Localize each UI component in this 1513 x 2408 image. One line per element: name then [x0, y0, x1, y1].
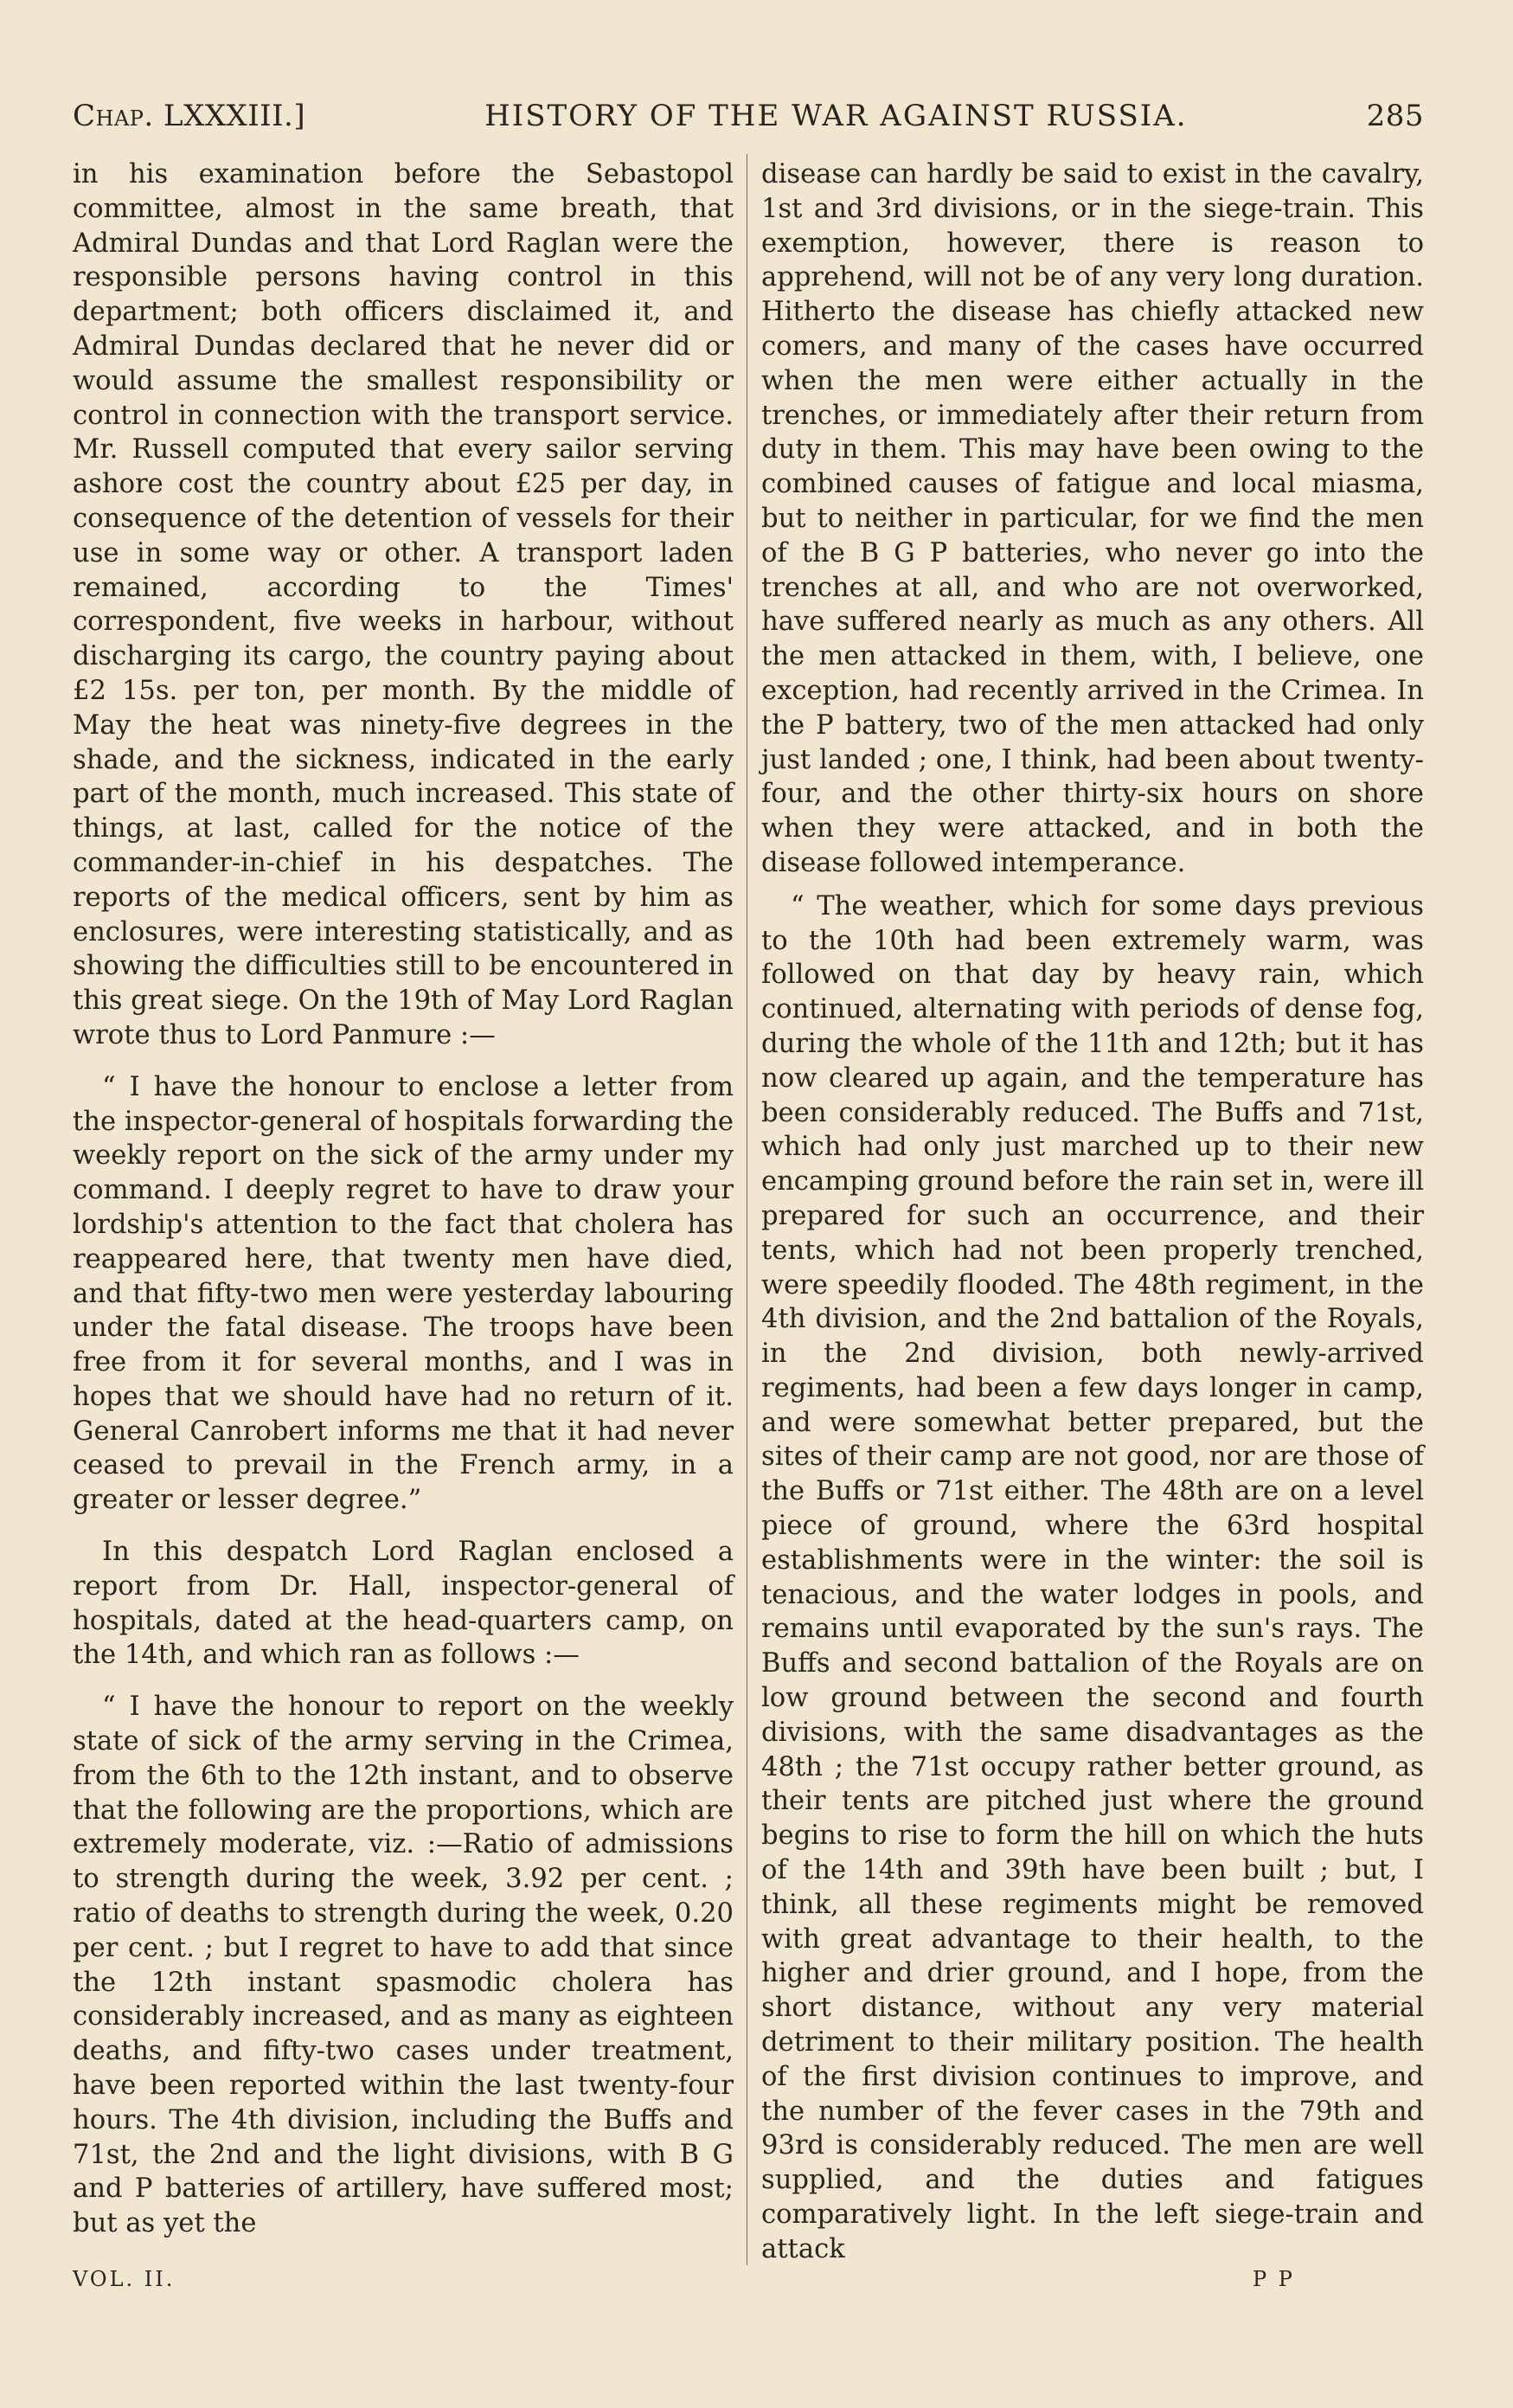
chapter-label: Chap. LXXXIII.]: [73, 99, 306, 133]
quoted-report: “ I have the honour to report on the weekly state of sick of the army serving in the Crimea, from the 6th to the 12th instant, and to observe that the following are the proportions, which are extremely moderate, viz. :—Ratio of admissions to strength during the week, 3.92 per cent. ; ratio of deaths to strength during the week, 0.20 per cent. ; but I regret to have to add that since the 12th instant spasmodic cholera has considerably increased, and as many as eighteen deaths, and fifty-two cases under treatment, have been reported within the last twenty-four hours. The 4th division, including the Buffs and 71st, the 2nd and the light divisions, with B G and P batteries of artillery, have suffered most; but as yet the: [73, 1692, 734, 2239]
left-column: [73, 157, 734, 2241]
volume-label: VOL. II.: [73, 2267, 176, 2291]
right-column: [761, 157, 1424, 2267]
paragraph: disease can hardly be said to exist in the cavalry, 1st and 3rd divisions, or in the siege-train. This exemption, however, there is reason to apprehend, will not be of any very long duration. Hitherto the disease has chiefly attacked new comers, and many of the cases have occurred when the men were either actually in the trenches, or immediately after their return from duty in them. This may have been owing to the combined causes of fatigue and local miasma, but to neither in particular, for we find the men of the B G P batteries, who never go into the trenches at all, and who are not overworked, have suffered nearly as much as any others. All the men attacked in them, with, I believe, one exception, had recently arrived in the Crimea. In the P battery, two of the men attacked had only just landed ; one, I think, had been about twenty-four, and the other thirty-six hours on shore when they were attacked, and in both the disease followed intemperance.: [761, 159, 1424, 878]
signature-mark: P P: [1253, 2267, 1295, 2291]
quoted-report: “ The weather, which for some days previous to the 10th had been extremely warm, was followed on that day by heavy rain, which continued, alternating with periods of dense fog, during the whole of the 11th and 12th; but it has now cleared up again, and the temperature has been considerably reduced. The Buffs and 71st, which had only just marched up to their new encamping ground before the rain set in, were ill prepared for such an occurrence, and their tents, which had not been properly trenched, were speedily flooded. The 48th regiment, in the 4th division, and the 2nd battalion of the Royals, in the 2nd division, both newly-arrived regiments, had been a few days longer in camp, and were somewhat better prepared, but the sites of their camp are not good, nor are those of the Buffs or 71st either. The 48th are on a level piece of ground, where the 63rd hospital establishments were in the winter: the soil is tenacious, and the water lodges in pools, and remains until evaporated by the sun's rays. The Buffs and second battalion of the Royals are on low ground between the second and fourth divisions, with the same disadvantages as the 48th ; the 71st occupy rather better ground, as their tents are pitched just where the ground begins to rise to form the hill on which the huts of the 14th and 39th have been built ; but, I think, all these regiments might be removed with great advantage to their health, to the higher and drier ground, and I hope, from the short distance, without any very material detriment to their military position. The health of the first division continues to improve, and the number of the fever cases in the 79th and 93rd is considerably reduced. The men are well supplied, and the duties and fatigues comparatively light. In the left siege-train and attack: [761, 890, 1424, 2264]
page-number: 285: [1366, 99, 1424, 133]
quoted-letter: “ I have the honour to enclose a letter from the inspector-general of hospitals forwarding the weekly report on the sick of the army under my command. I deeply regret to have to draw your lordship's attention to the fact that cholera has reappeared here, that twenty men have died, and that fifty-two men were yesterday labouring under the fatal disease. The troops have been free from it for several months, and I was in hopes that we should have had no return of it. General Canrobert informs me that it had never ceased to prevail in the French army, in a greater or lesser degree.”: [73, 1071, 734, 1516]
page-title: HISTORY OF THE WAR AGAINST RUSSIA.: [484, 99, 1188, 133]
paragraph: in his examination before the Sebastopol committee, almost in the same breath, that Admiral Dundas and that Lord Raglan were the responsible persons having control in this department; both officers disclaimed it, and Admiral Dundas declared that he never did or would assume the smallest responsibility or control in connection with the transport service. Mr. Russell computed that every sailor serving ashore cost the country about £25 per day, in consequence of the detention of vessels for their use in some way or other. A transport laden remained, according to the Times' correspondent, five weeks in harbour, without discharging its cargo, the country paying about £2 15s. per ton, per month. By the middle of May the heat was ninety-five degrees in the shade, and the sickness, indicated in the early part of the month, much increased. This state of things, at last, called for the notice of the commander-in-chief in his despatches. The reports of the medical officers, sent by him as enclosures, were interesting statistically, and as showing the difficulties still to be encountered in this great siege. On the 19th of May Lord Raglan wrote thus to Lord Panmure :—: [73, 159, 734, 1050]
paragraph: In this despatch Lord Raglan enclosed a report from Dr. Hall, inspector-general of hospitals, dated at the head-quarters camp, on the 14th, and which ran as follows :—: [73, 1537, 734, 1671]
running-header: [73, 93, 1424, 138]
